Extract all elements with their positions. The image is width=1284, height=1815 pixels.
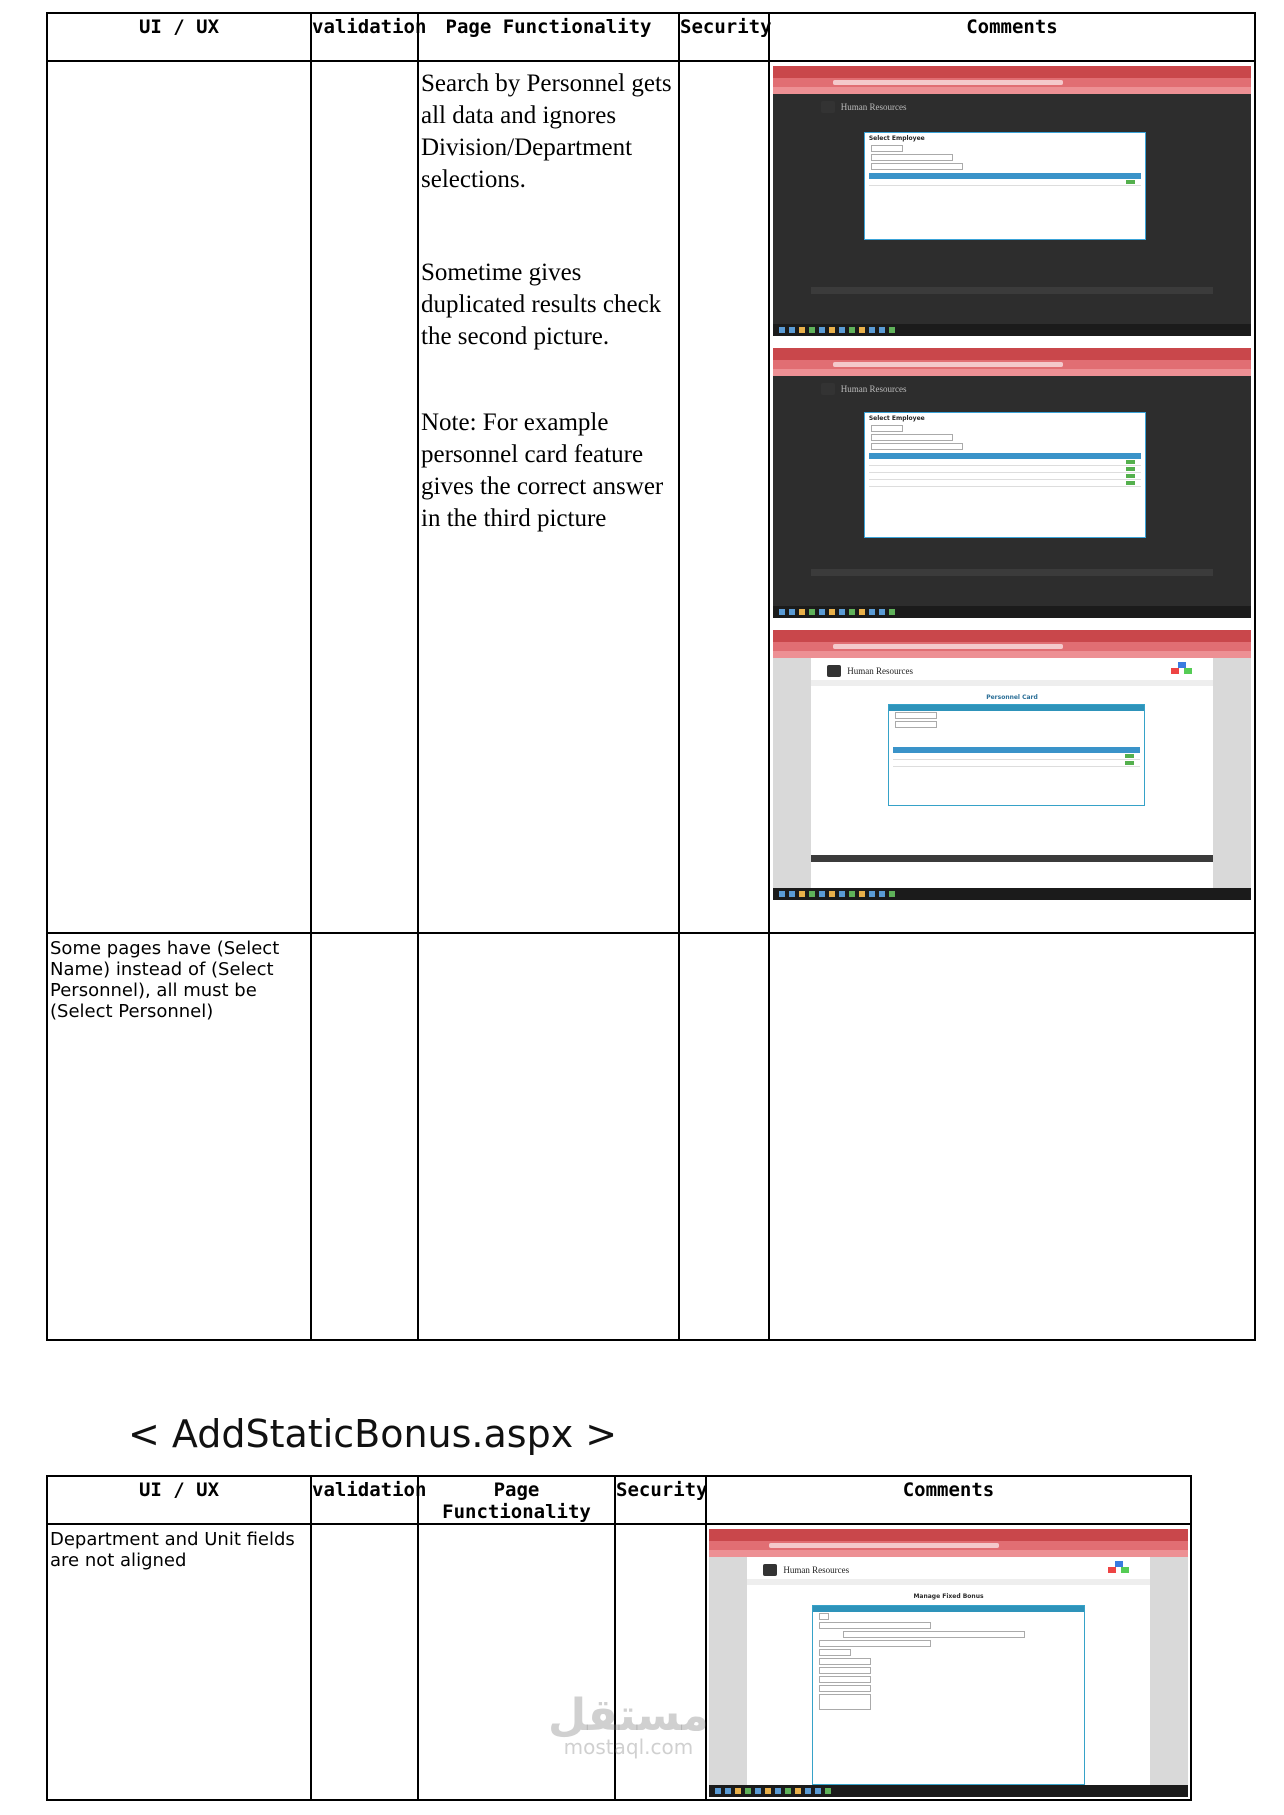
functionality-note-2: Sometime gives duplicated results check the second picture. bbox=[421, 259, 662, 350]
functionality-note-3: Note: For example personnel card feature gives the correct answer in the third picture bbox=[421, 409, 664, 532]
cell-security bbox=[679, 933, 769, 1340]
table-row bbox=[47, 933, 1255, 1340]
col-header-page-functionality: Page Functionality bbox=[418, 1476, 615, 1524]
col-header-ui-ux: UI / UX bbox=[47, 1476, 311, 1524]
ui-ux-note: Department and Unit fields are not aligned bbox=[50, 1529, 295, 1571]
table-header-row bbox=[47, 13, 1255, 61]
cell-security bbox=[679, 61, 769, 933]
watermark-latin: mostaql.com bbox=[563, 1735, 694, 1759]
dialog-title: Personnel Card bbox=[986, 694, 1038, 701]
cell-ui-ux bbox=[47, 61, 311, 933]
functionality-note-1: Search by Personnel gets all data and ignores Division/Department selections. bbox=[421, 70, 672, 193]
col-header-security: Security bbox=[615, 1476, 706, 1524]
ui-ux-note: Some pages have (Select Name) instead of (Select Personnel), all must be (Select Personnel) bbox=[50, 938, 280, 1022]
table-header-row bbox=[47, 1476, 1191, 1524]
app-logo-icon bbox=[821, 101, 835, 113]
dialog-title: Select Employee bbox=[868, 415, 925, 422]
app-logo-icon bbox=[821, 383, 835, 395]
cell-page-functionality bbox=[418, 61, 679, 933]
comment-screenshot-2 bbox=[773, 348, 1251, 618]
col-header-ui-ux: UI / UX bbox=[47, 13, 311, 61]
comment-screenshot-1 bbox=[773, 66, 1251, 336]
cell-comments bbox=[706, 1524, 1191, 1800]
col-header-comments: Comments bbox=[769, 13, 1255, 61]
dialog-title: Select Employee bbox=[868, 135, 925, 142]
comment-screenshot-3 bbox=[773, 630, 1251, 900]
review-table-1 bbox=[46, 12, 1256, 1341]
cell-page-functionality bbox=[418, 933, 679, 1340]
cell-ui-ux bbox=[47, 1524, 311, 1800]
table-row bbox=[47, 61, 1255, 933]
app-title: Human Resources bbox=[847, 666, 914, 676]
cell-validation bbox=[311, 933, 418, 1340]
app-logo-icon bbox=[763, 1564, 777, 1576]
col-header-security: Security bbox=[679, 13, 769, 61]
watermark-arabic: مستقل bbox=[548, 1690, 709, 1741]
cell-ui-ux bbox=[47, 933, 311, 1340]
col-header-page-functionality: Page Functionality bbox=[418, 13, 679, 61]
watermark-logo bbox=[548, 1690, 709, 1759]
app-title: Human Resources bbox=[840, 384, 907, 394]
section-title: < AddStaticBonus.aspx > bbox=[128, 1412, 618, 1456]
cell-comments bbox=[769, 933, 1255, 1340]
col-header-validation: validation bbox=[311, 13, 418, 61]
app-logo-icon bbox=[827, 665, 841, 677]
cell-validation bbox=[311, 1524, 418, 1800]
dialog-title: Manage Fixed Bonus bbox=[913, 1593, 984, 1600]
col-header-comments: Comments bbox=[706, 1476, 1191, 1524]
app-title: Human Resources bbox=[840, 102, 907, 112]
app-title: Human Resources bbox=[783, 1565, 850, 1575]
cell-comments bbox=[769, 61, 1255, 933]
col-header-validation: validation bbox=[311, 1476, 418, 1524]
cell-validation bbox=[311, 61, 418, 933]
comment-screenshot-4 bbox=[709, 1529, 1188, 1797]
